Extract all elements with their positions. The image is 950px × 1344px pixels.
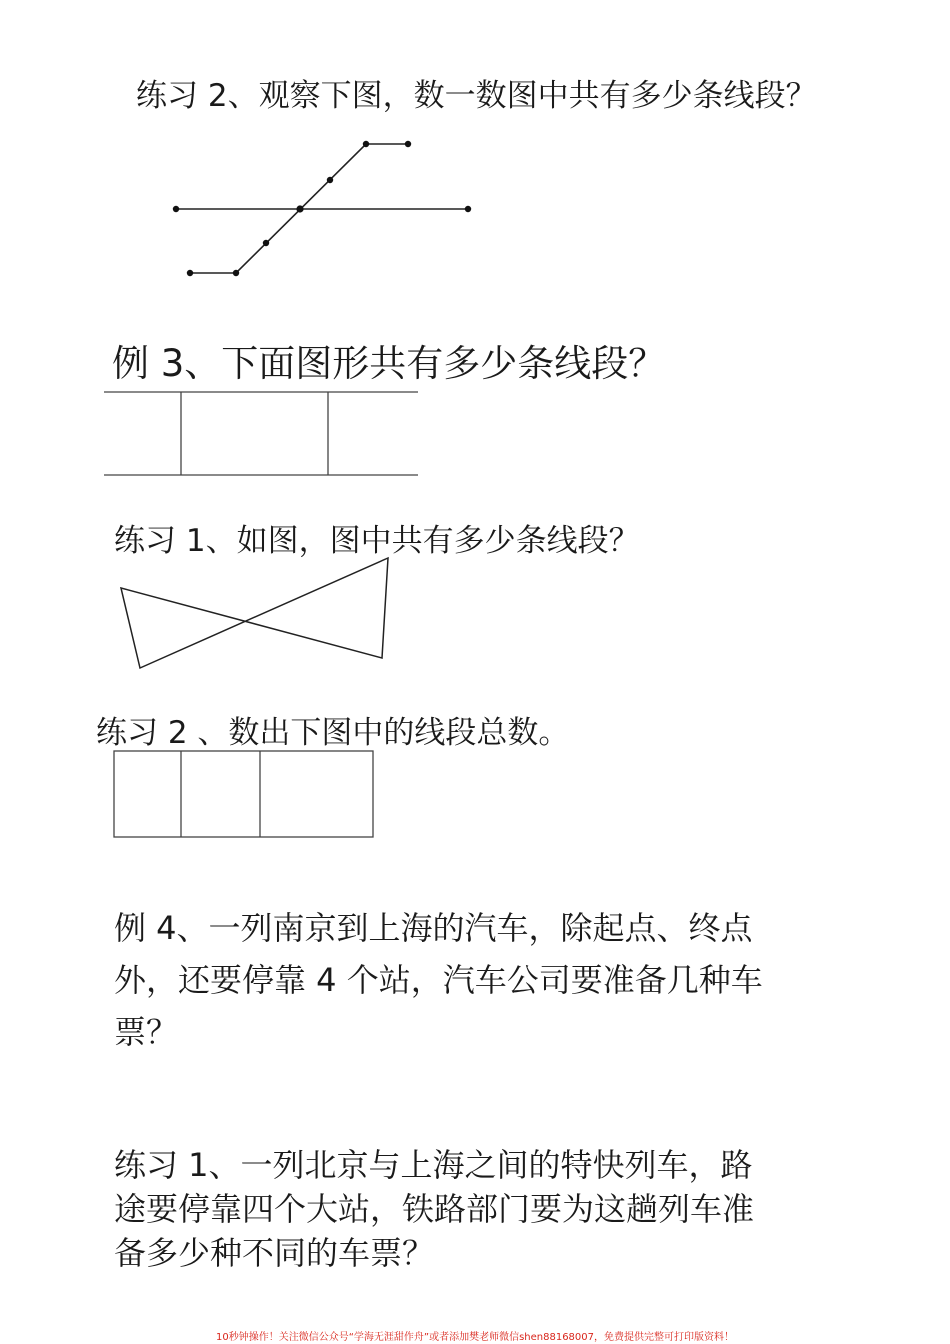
practice1-train-line-2: 途要停靠四个大站，铁路部门要为这趟列车准	[114, 1190, 755, 1228]
practice1-train-line-1: 练习 1、一列北京与上海之间的特快列车，路	[114, 1146, 753, 1184]
point	[173, 206, 179, 212]
point	[405, 141, 411, 147]
example4-line-3: 票？	[114, 1013, 179, 1051]
figure-zigzag-segments	[176, 144, 468, 273]
point	[465, 206, 471, 212]
footer-note: 10秒钟操作！关注微信公众号“学海无涯甜作舟”或者添加樊老师微信shen88168007，免费提供完整可打印版资料！	[215, 1332, 735, 1343]
point	[187, 270, 193, 276]
point	[363, 141, 369, 147]
question-practice2-total: 练习 2 、数出下图中的线段总数。	[96, 715, 570, 751]
practice1-train-line-3: 备多少种不同的车票？	[114, 1234, 435, 1272]
point	[296, 205, 303, 212]
question-example3: 例 3、下面图形共有多少条线段？	[112, 342, 666, 385]
question-practice2-count-segments: 练习 2、观察下图，数一数图中共有多少条线段？	[136, 78, 817, 114]
point	[327, 177, 333, 183]
example4-line-2: 外，还要停靠 4 个站，汽车公司要准备几种车	[114, 961, 763, 999]
figure-bowtie	[121, 558, 388, 668]
point	[263, 240, 269, 246]
outer-rectangle	[114, 751, 373, 837]
figure-three-boxes	[114, 751, 373, 837]
example4-line-1: 例 4、一列南京到上海的汽车，除起点、终点	[114, 909, 753, 947]
point	[233, 270, 239, 276]
figure-two-lines-two-verticals	[104, 392, 418, 475]
question-practice1-figure: 练习 1、如图，图中共有多少条线段？	[114, 523, 640, 559]
bowtie-shape	[121, 558, 388, 668]
